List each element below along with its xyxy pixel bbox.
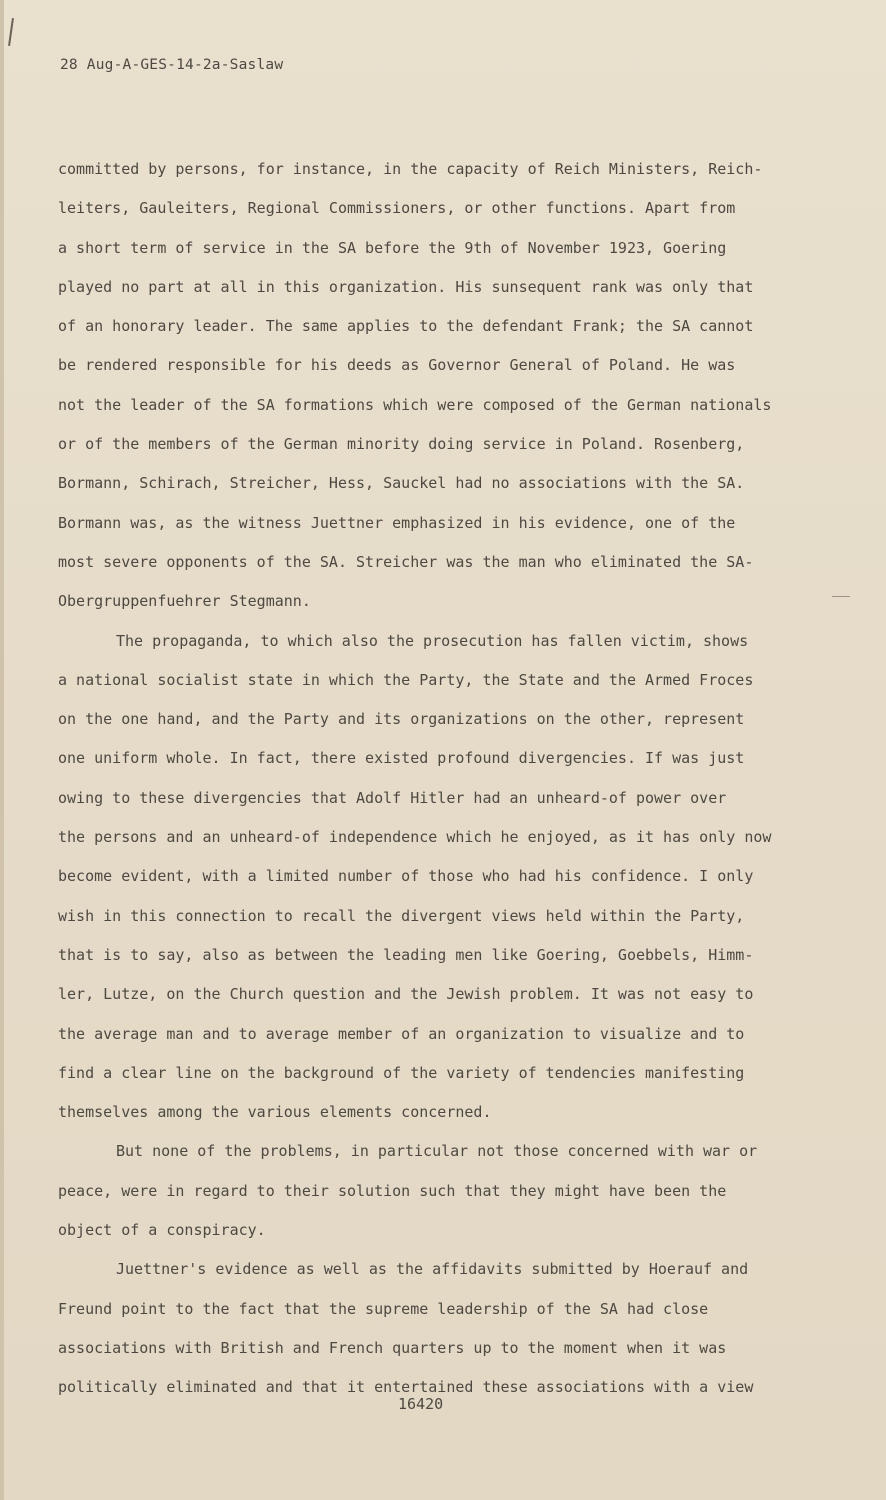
text-line: politically eliminated and that it entertained these associations with a view	[58, 1378, 754, 1397]
text-line: Bormann, Schirach, Streicher, Hess, Sauckel had no associations with the SA.	[58, 474, 745, 493]
text-line: that is to say, also as between the leading men like Goering, Goebbels, Himm-	[58, 945, 754, 964]
text-line: on the one hand, and the Party and its organizations on the other, represent	[58, 710, 745, 729]
text-line: become evident, with a limited number of those who had his confidence. I only	[58, 867, 754, 886]
text-line: ler, Lutze, on the Church question and the Jewish problem. It was not easy to	[58, 985, 754, 1004]
text-line: associations with British and French quarters up to the moment when it was	[58, 1338, 727, 1357]
text-line: But none of the problems, in particular not those concerned with war or	[116, 1142, 758, 1161]
margin-dash-mark	[832, 596, 850, 597]
text-line: one uniform whole. In fact, there existed profound divergencies. If was just	[58, 749, 745, 768]
text-line: find a clear line on the background of the variety of tendencies manifesting	[58, 1063, 745, 1082]
text-line: a national socialist state in which the Party, the State and the Armed Froces	[58, 670, 754, 689]
text-line: wish in this connection to recall the divergent views held within the Party,	[58, 906, 745, 925]
text-line: Freund point to the fact that the supreme leadership of the SA had close	[58, 1299, 709, 1318]
text-line: most severe opponents of the SA. Streicher was the man who eliminated the SA-	[58, 552, 754, 571]
text-line: The propaganda, to which also the prosecution has fallen victim, shows	[116, 631, 749, 650]
text-line: played no part at all in this organization. His sunsequent rank was only that	[58, 277, 754, 296]
text-line: themselves among the various elements concerned.	[58, 1103, 492, 1122]
text-line: peace, were in regard to their solution such that they might have been the	[58, 1181, 727, 1200]
text-line: Juettner's evidence as well as the affidavits submitted by Hoerauf and	[116, 1260, 749, 1279]
text-line: Obergruppenfuehrer Stegmann.	[58, 592, 311, 611]
document-reference: 28 Aug-A-GES-14-2a-Saslaw	[60, 57, 284, 73]
page-left-edge	[0, 0, 4, 1500]
margin-pencil-mark	[8, 18, 14, 46]
text-line: or of the members of the German minority doing service in Poland. Rosenberg,	[58, 435, 745, 454]
text-line: the persons and an unheard-of independence which he enjoyed, as it has only now	[58, 828, 772, 847]
text-line: be rendered responsible for his deeds as Governor General of Poland. He was	[58, 356, 736, 375]
text-line: owing to these divergencies that Adolf Hitler had an unheard-of power over	[58, 788, 727, 807]
text-line: committed by persons, for instance, in the capacity of Reich Ministers, Reich-	[58, 160, 763, 178]
text-line: a short term of service in the SA before the 9th of November 1923, Goering	[58, 238, 727, 257]
body-text	[58, 150, 828, 1408]
text-line: leiters, Gauleiters, Regional Commissioners, or other functions. Apart from	[58, 199, 736, 218]
text-line: Bormann was, as the witness Juettner emphasized in his evidence, one of the	[58, 513, 736, 532]
text-line: the average man and to average member of an organization to visualize and to	[58, 1024, 745, 1043]
page-number: 16420	[398, 1395, 444, 1413]
text-line: not the leader of the SA formations which were composed of the German nationals	[58, 395, 772, 414]
text-line: object of a conspiracy.	[58, 1221, 266, 1240]
text-line: of an honorary leader. The same applies to the defendant Frank; the SA cannot	[58, 317, 754, 336]
